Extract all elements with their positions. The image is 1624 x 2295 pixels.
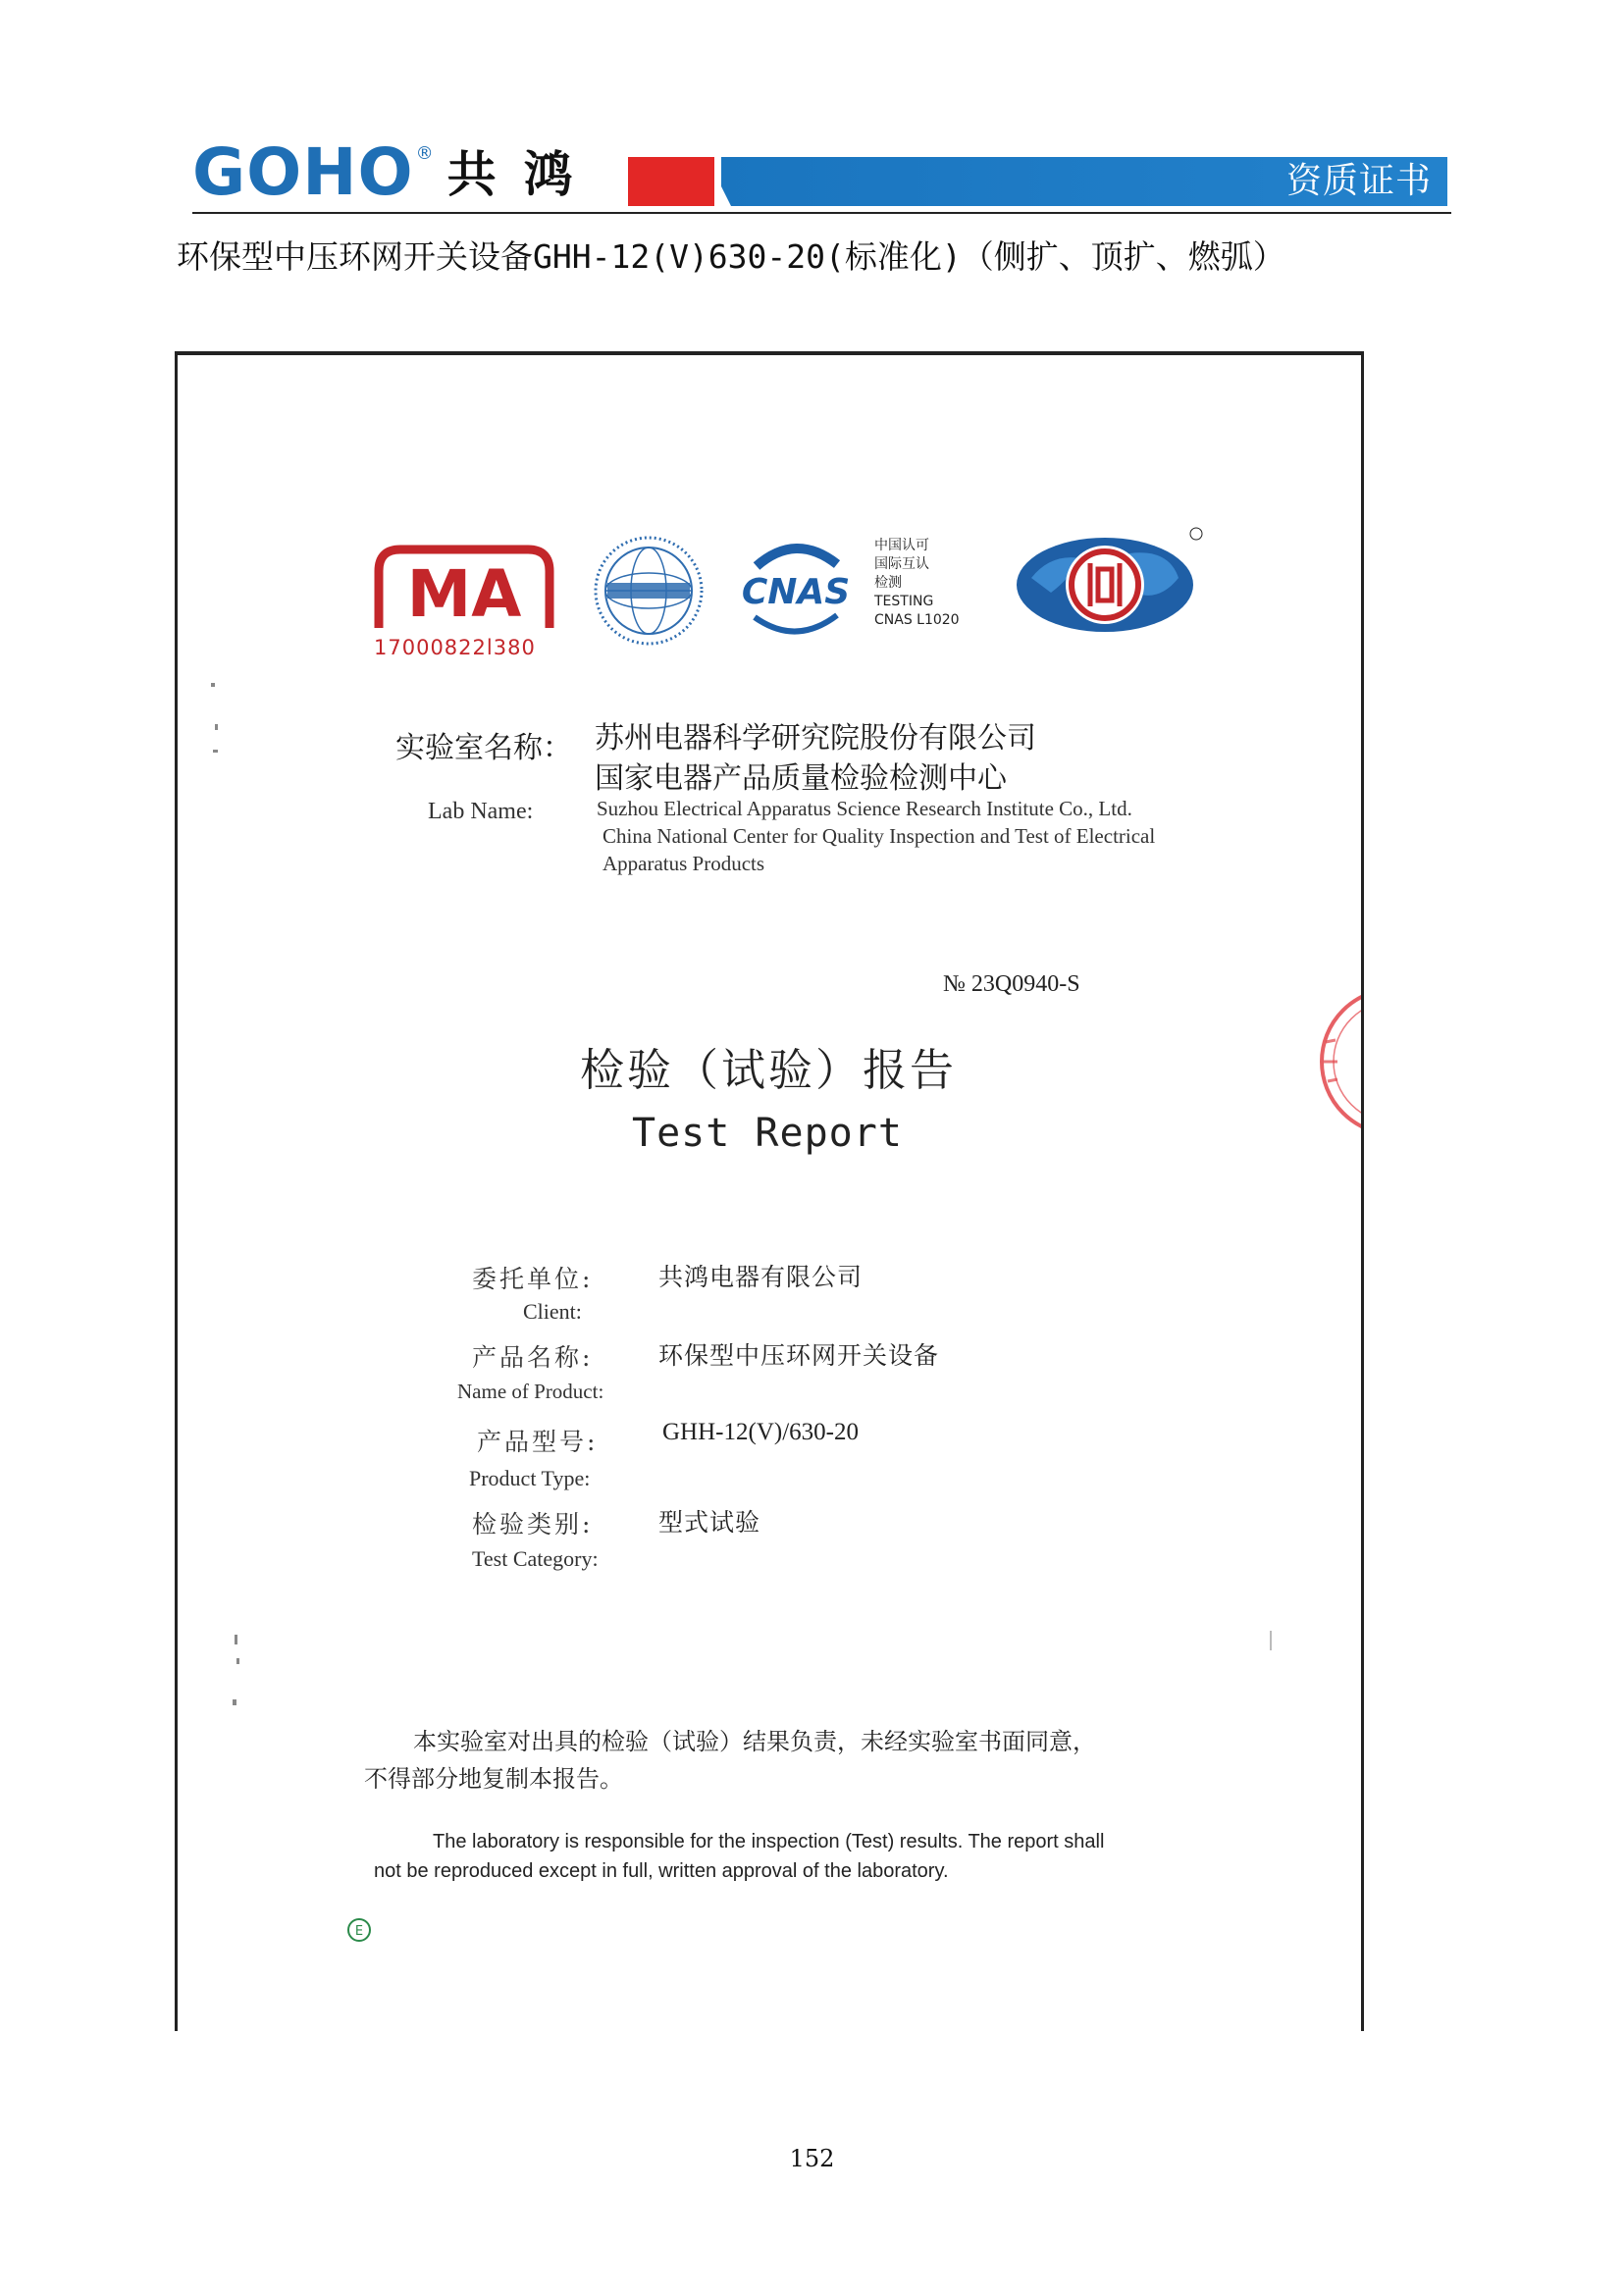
cma-mark-text: MA: [406, 556, 522, 632]
client-value: 共鸿电器有限公司: [658, 1263, 864, 1291]
lab-name-cn-line-2: 国家电器产品质量检验检测中心: [595, 761, 1007, 796]
cma-logo-icon: [371, 542, 557, 635]
test-category-value: 型式试验: [658, 1508, 761, 1537]
cnas-line: 中国认可: [874, 538, 929, 553]
header-red-block: [628, 157, 714, 206]
lab-name-label-en: Lab Name:: [428, 799, 534, 824]
scanned-report-page: [175, 351, 1364, 2031]
product-type-value: GHH-12(V)/630-20: [662, 1419, 859, 1445]
cnas-line: CNAS L1020: [874, 612, 960, 628]
product-type-label-cn: 产品型号:: [477, 1428, 599, 1456]
statement-en: [374, 1827, 1104, 1886]
cma-certificate-number: 17000822l380: [374, 636, 536, 659]
cnas-line: TESTING: [874, 594, 934, 609]
goho-logo: [192, 134, 601, 210]
logo-text: GOHO: [192, 134, 414, 210]
logo-chinese-name: 共鸿: [446, 146, 601, 203]
scan-speck: [235, 1635, 237, 1644]
scan-speck: [1270, 1631, 1272, 1650]
scan-speck: [211, 683, 215, 687]
report-title-cn: 检验（试验）报告: [580, 1044, 958, 1096]
header-divider: [192, 212, 1451, 214]
lab-name-label-cn: 实验室名称：: [395, 731, 572, 765]
svg-text:E: E: [354, 1924, 364, 1939]
scan-speck: [215, 724, 218, 730]
ilac-mra-logo-icon: [590, 532, 707, 650]
lab-name-en-line: Suzhou Electrical Apparatus Science Research Institute Co., Ltd.: [597, 797, 1132, 820]
product-name-value: 环保型中压环网开关设备: [658, 1341, 940, 1370]
registered-mark: ®: [415, 143, 434, 164]
client-label-en: Client:: [523, 1299, 582, 1324]
cqc-globe-logo-icon: [1012, 524, 1208, 642]
lab-name-cn-line-1: 苏州电器科学研究院股份有限公司: [595, 721, 1036, 756]
header-section-label: 资质证书: [1285, 161, 1432, 201]
scan-speck: [213, 750, 218, 753]
cnas-mark-text: CNAS: [741, 572, 851, 612]
statement-en-line: not be reproduced except in full, written approval of the laboratory.: [374, 1860, 949, 1882]
statement-cn-line: 不得部分地复制本报告。: [364, 1765, 623, 1793]
client-label-cn: 委托单位:: [472, 1265, 594, 1293]
product-name-label-cn: 产品名称:: [472, 1343, 594, 1372]
report-title-en: Test Report: [632, 1111, 903, 1156]
product-name-label-en: Name of Product:: [457, 1380, 604, 1403]
page-number: 152: [789, 2145, 835, 2172]
lab-name-en-line: Apparatus Products: [602, 852, 765, 875]
red-stamp-icon: [1306, 983, 1364, 1140]
cnas-logo-icon: [727, 537, 864, 645]
test-category-label-en: Test Category:: [472, 1546, 599, 1571]
lab-name-en-line: China National Center for Quality Inspection and Test of Electrical: [602, 824, 1156, 848]
lab-name-en: [597, 795, 1155, 877]
cnas-line: 检测: [874, 575, 902, 591]
product-type-label-en: Product Type:: [469, 1466, 591, 1490]
scan-speck: [233, 1699, 236, 1705]
cnas-accreditation-text: [874, 537, 960, 630]
statement-en-line: The laboratory is responsible for the inspection (Test) results. The report shall: [433, 1831, 1105, 1852]
document-title: 环保型中压环网开关设备GHH-12(V)630-20(标准化)（侧扩、顶扩、燃弧）: [177, 237, 1285, 276]
circled-seal-mark-icon: [344, 1915, 374, 1945]
statement-cn: [364, 1723, 1096, 1798]
test-category-label-cn: 检验类别:: [472, 1510, 594, 1539]
cnas-line: 国际互认: [874, 556, 929, 572]
statement-cn-line: 本实验室对出具的检验（试验）结果负责，未经实验室书面同意，: [413, 1728, 1096, 1755]
scan-speck: [236, 1658, 239, 1664]
report-number: № 23Q0940-S: [943, 971, 1080, 997]
